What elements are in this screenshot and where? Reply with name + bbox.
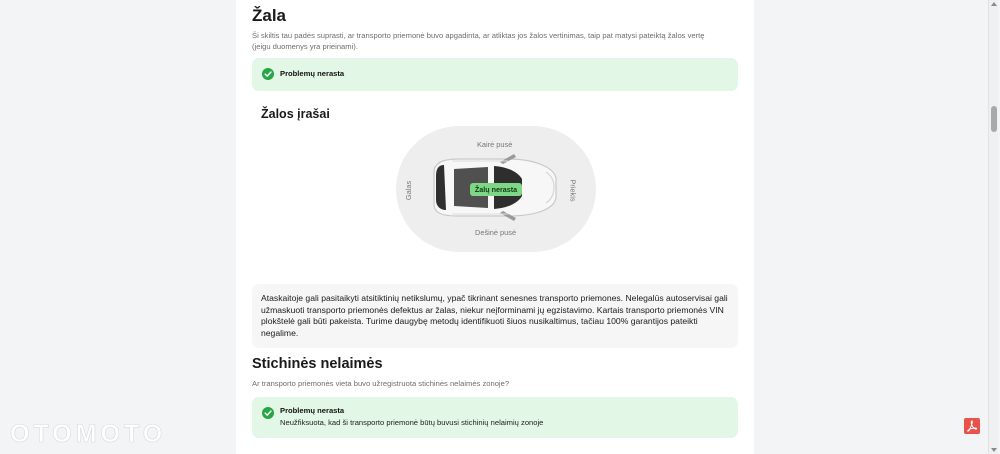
- damage-records-title: Žalos įrašai: [261, 107, 330, 121]
- left-side-label: Kairė pusė: [477, 140, 513, 149]
- front-label: Priekis: [568, 179, 578, 202]
- right-side-label: Dešinė pusė: [475, 228, 517, 237]
- disaster-section-title: Stichinės nelaimės: [252, 356, 383, 372]
- disaster-status-subtitle: Neužfiksuota, kad ši transporto priemonė būtų buvusi stichinių nelaimių zonoje: [280, 418, 544, 427]
- damage-status-box: [252, 58, 738, 91]
- damage-section-title: Žala: [252, 6, 287, 25]
- report-card: [236, 0, 754, 454]
- damage-section-description: Ši skiltis tau padės suprasti, ar transporto priemonė buvo apgadinta, ar atliktas jos žalos vertinimas, taip pat matysi pateiktą žalos vertę (jeigu duomenys yra prieinami).: [252, 31, 705, 51]
- disclaimer-box: [252, 284, 738, 348]
- otomoto-watermark: OTOMOTO: [10, 420, 167, 448]
- disaster-section-description: Ar transporto priemonės vieta buvo užregistruota stichinės nelaimės zonoje?: [252, 379, 510, 388]
- disclaimer-text: Ataskaitoje gali pasitaikyti atsitiktinių netikslumų, ypač tikrinant senesnes transporto priemones. Nelegalūs autoservisai gali užmaskuoti transporto priemonės defektus ar žalas, niekur neįforminami jų egzistavimo. Kartais transporto priemonės VIN plokštelė gali būti pakeista. Turime daugybę metodų identifikuoti šiuos nusikaltimus, tačiau 100% garantijos pateikti negalime.: [261, 293, 728, 338]
- page-scrollbar[interactable]: [988, 0, 998, 454]
- rear-label: Galas: [404, 180, 414, 201]
- scrollbar-thumb[interactable]: [991, 106, 997, 132]
- scroll-up-arrow-icon[interactable]: [991, 2, 997, 6]
- scroll-down-arrow-icon[interactable]: [991, 448, 997, 452]
- damage-status-title: Problemų nerasta: [280, 69, 345, 78]
- disaster-status-title: Problemų nerasta: [280, 406, 345, 415]
- pdf-icon[interactable]: [964, 418, 980, 434]
- no-damage-badge: Žalų nerasta: [470, 183, 522, 196]
- disaster-status-box: [252, 397, 738, 438]
- check-circle-icon: [262, 407, 274, 419]
- check-circle-icon: [262, 68, 274, 80]
